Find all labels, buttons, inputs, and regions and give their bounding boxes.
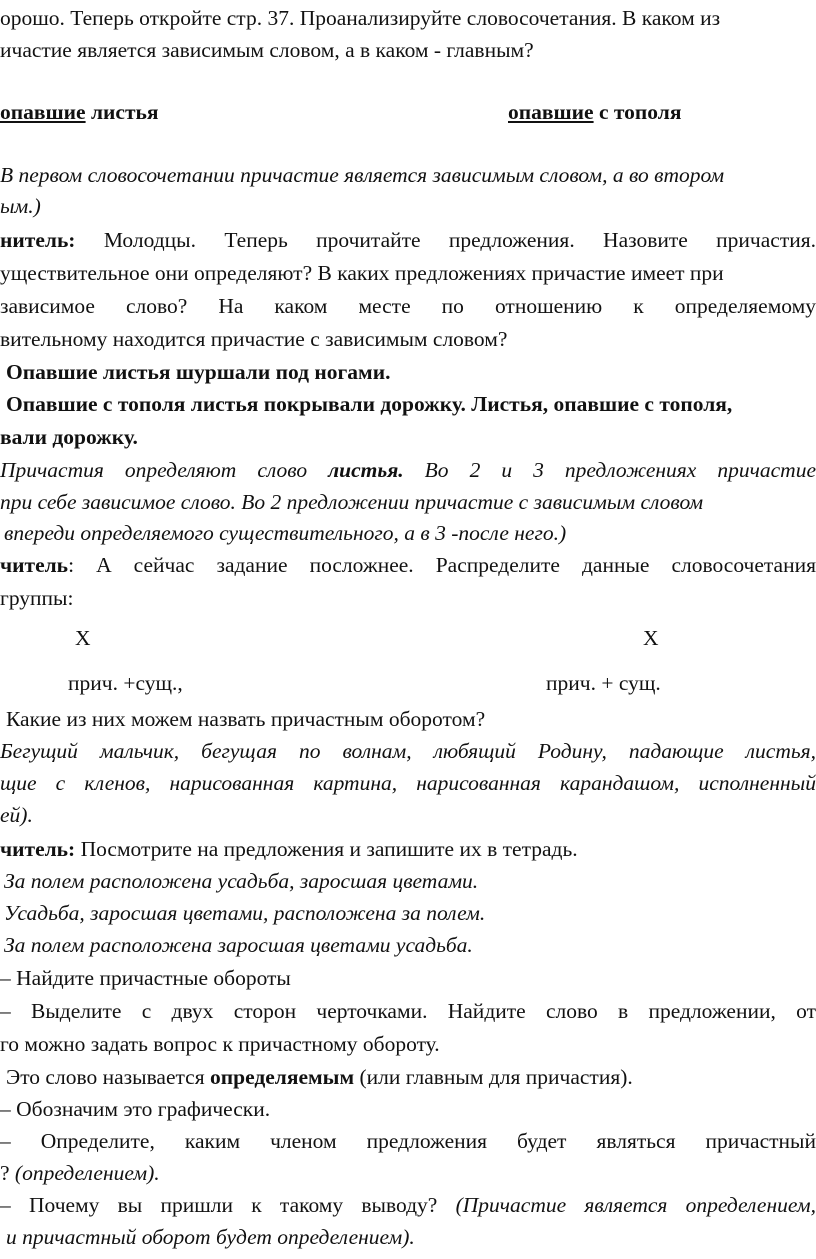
text-line: орошо. Теперь откройте стр. 37. Проанализируйте словосочетания. В каком из [0, 6, 721, 30]
text-line: Какие из них можем назвать причастным оборотом? [6, 707, 486, 731]
text-line: – Найдите причастные обороты [0, 966, 291, 990]
text-line: Опавшие листья шуршали под ногами. [6, 360, 391, 384]
text-line: Бегущий мальчик, бегущая по волнам, любящий Родину, падающие листья, [0, 739, 816, 763]
text-line: За полем расположена усадьба, заросшая цветами. [4, 869, 479, 893]
text-line: Это слово называется определяемым (или главным для причастия). [6, 1065, 633, 1089]
text-line: ым.) [0, 194, 41, 218]
text-line: – Выделите с двух сторон черточками. Найдите слово в предложении, от [0, 999, 816, 1023]
text-line: Причастия определяют слово листья. Во 2 и 3 предложениях причастие [0, 458, 816, 482]
text-line: – Почему вы пришли к такому выводу? (Причастие является определением, [0, 1193, 816, 1217]
underlined-participle: опавшие [508, 100, 594, 124]
text-line: впереди определяемого существительного, а в 3 -после него.) [4, 521, 567, 545]
underlined-participle: опавшие [0, 100, 86, 124]
text-line: читель: Посмотрите на предложения и запишите их в тетрадь. [0, 837, 578, 861]
text-line: – Обозначим это графически. [0, 1097, 271, 1121]
text-line: уществительное они определяют? В каких предложениях причастие имеет при [0, 261, 724, 285]
text-line: Усадьба, заросшая цветами, расположена за полем. [4, 901, 486, 925]
text-line: нитель: Молодцы. Теперь прочитайте предложения. Назовите причастия. [0, 228, 816, 252]
text-line: и причастный оборот будет определением). [6, 1225, 415, 1249]
text-line: вительному находится причастие с зависимым словом? [0, 327, 508, 351]
text-line: читель: А сейчас задание посложнее. Распределите данные словосочетания [0, 553, 816, 577]
text-line: Опавшие с тополя листья покрывали дорожку. Листья, опавшие с тополя, [6, 392, 733, 416]
scheme-x-left: Х [75, 626, 91, 650]
text-line: – Определите, каким членом предложения будет являться причастный [0, 1129, 816, 1153]
text-line: В первом словосочетании причастие является зависимым словом, а во втором [0, 163, 725, 187]
example-phrase-left: опавшие листья [0, 100, 159, 124]
example-phrase-right: опавшие с тополя [508, 100, 682, 124]
text-line: зависимое слово? На каком месте по отношению к определяемому [0, 294, 816, 318]
text-line: щие с кленов, нарисованная картина, нарисованная карандашом, исполненный [0, 771, 816, 795]
text-line: ей). [0, 803, 33, 827]
text-line: ичастие является зависимым словом, а в каком - главным? [0, 38, 534, 62]
text-line: За полем расположена заросшая цветами усадьба. [4, 933, 473, 957]
text-line: при себе зависимое слово. Во 2 предложении причастие с зависимым словом [0, 490, 704, 514]
scheme-left: прич. +сущ., [68, 671, 183, 695]
text-line: группы: [0, 586, 74, 610]
scheme-x-right: Х [643, 626, 659, 650]
scheme-right: прич. + сущ. [546, 671, 661, 695]
text-line: вали дорожку. [0, 425, 138, 449]
text-line: ? (определением). [0, 1161, 160, 1185]
text-line: го можно задать вопрос к причастному обороту. [0, 1032, 440, 1056]
